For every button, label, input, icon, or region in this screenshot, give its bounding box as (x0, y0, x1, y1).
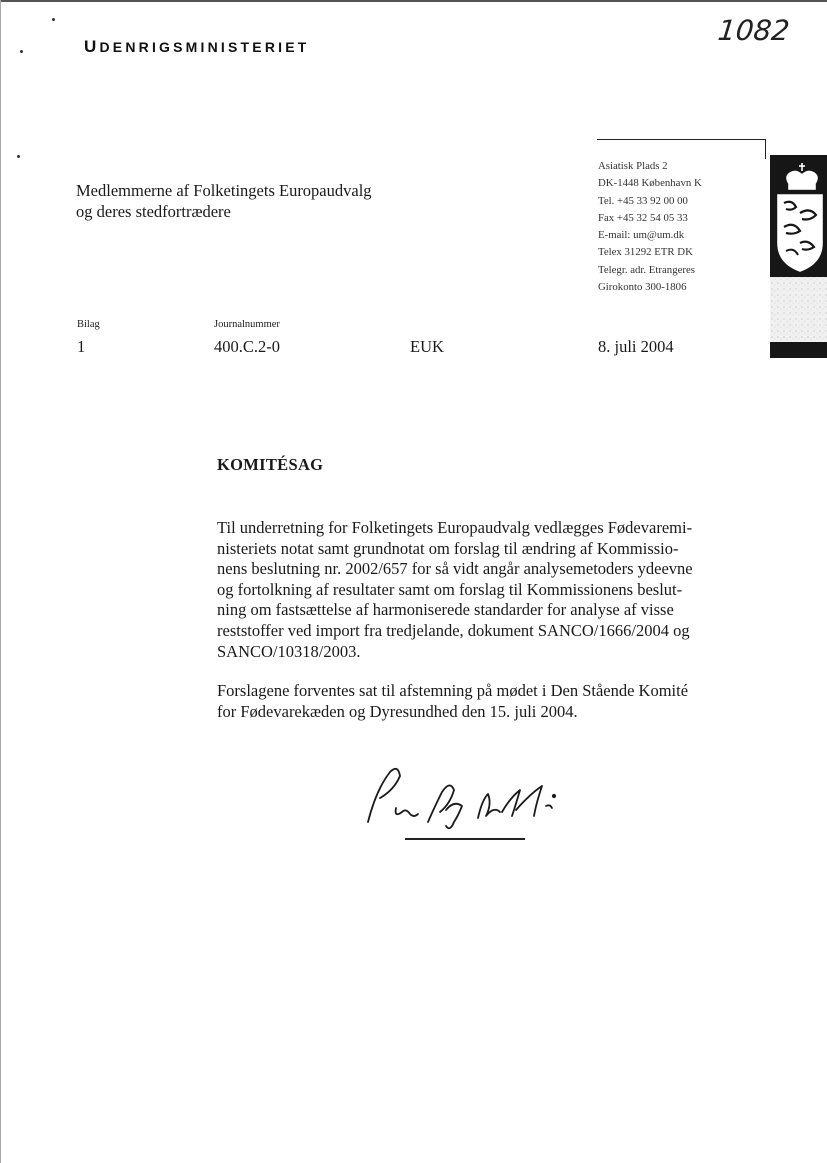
body-line: Til underretning for Folketingets Europaudvalg vedlægges Fødevaremi- (217, 518, 693, 537)
address-line: Fax +45 32 54 05 33 (598, 211, 688, 224)
body-line: nisteriets notat samt grundnotat om forslag til ændring af Kommissio- (217, 538, 679, 558)
scan-speck (17, 155, 20, 158)
address-block (598, 158, 702, 296)
address-line: E-mail: um@um.dk (598, 229, 685, 242)
subject-heading: KOMITÉSAG (217, 455, 324, 474)
address-line: Tel. +45 33 92 00 00 (598, 194, 688, 207)
address-line: Telegr. adr. Etrangeres (598, 263, 695, 276)
signature-underline (405, 838, 525, 840)
recipient-block (76, 180, 372, 222)
scan-edge-left (0, 0, 1, 1163)
address-line: Telex 31292 ETR DK (598, 246, 693, 259)
body-line: for Fødevarekæden og Dyresundhed den 15. juli 2004. (217, 701, 578, 721)
scan-margin-bar (770, 155, 827, 358)
body-paragraph-2 (217, 681, 737, 722)
scan-speck (52, 18, 55, 21)
bilag-label: Bilag (77, 319, 100, 330)
royal-crest-icon (770, 155, 827, 358)
address-rule (597, 139, 765, 140)
scan-speck (20, 50, 23, 53)
body-line: SANCO/10318/2003. (217, 641, 361, 661)
address-line: Girokonto 300-1806 (598, 281, 687, 294)
handwritten-signature (350, 760, 570, 840)
bilag-value: 1 (77, 337, 86, 356)
body-line: ning om fastsættelse af harmoniserede standarder for analyse af visse (217, 600, 674, 620)
handwritten-document-number: 1082 (716, 14, 791, 47)
body-line: reststoffer ved import fra tredjelande, dokument SANCO/1666/2004 og (217, 620, 690, 640)
body-line: Forslagene forventes sat til afstemning på mødet i Den Stående Komité (217, 681, 689, 700)
address-rule-tick (765, 139, 766, 159)
recipient-line: Medlemmerne af Folketingets Europaudvalg (76, 181, 372, 200)
body-paragraph-1 (217, 518, 737, 662)
body-line: og fortolkning af resultater samt om forslag til Kommissionens beslut- (217, 579, 683, 599)
address-line: Asiatisk Plads 2 (598, 160, 668, 172)
journal-label: Journalnummer (214, 319, 280, 330)
scan-edge-top (0, 0, 827, 2)
recipient-line: og deres stedfortrædere (76, 202, 231, 221)
office-code: EUK (410, 337, 444, 356)
ministry-letterhead: UDENRIGSMINISTERIET (84, 37, 310, 56)
address-line: DK-1448 København K (598, 177, 702, 190)
letter-date: 8. juli 2004 (598, 337, 674, 356)
journal-value: 400.C.2-0 (214, 337, 280, 356)
body-line: nens beslutning nr. 2002/657 for så vidt angår analysemetoders ydeevne (217, 559, 693, 579)
